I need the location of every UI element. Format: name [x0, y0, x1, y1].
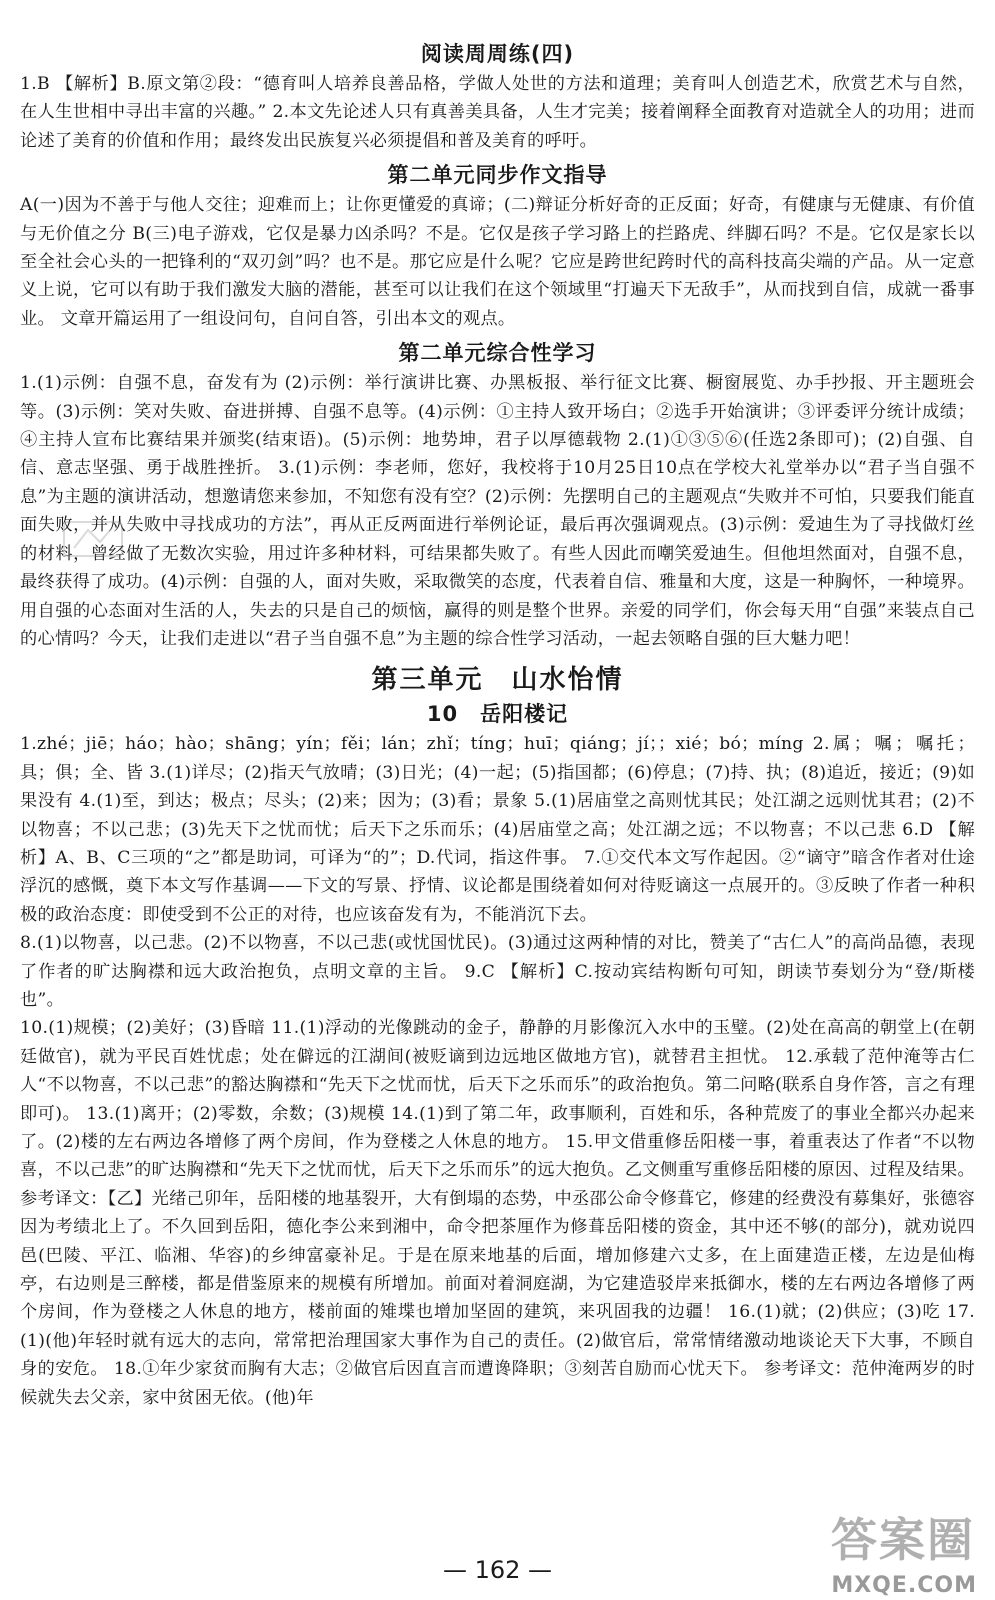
- unit-paragraph: 8.(1)以物喜，以己悲。(2)不以物喜，不以己悲(或忧国忧民)。(3)通过这两种情的对比，赞美了“古仁人”的高尚品德，表现了作者的旷达胸襟和远大政治抱负，点明文章的主旨。 9.C 【解析】C.按动宾结构断句可知，朗读节奏划分为“登/斯楼也”。: [20, 933, 975, 1010]
- lesson-title: 10 岳阳楼记: [426, 702, 569, 727]
- section-title-reading-weekly: 阅读周周练(四): [420, 42, 575, 66]
- unit-title: 第三单元 山水怡情: [371, 665, 624, 696]
- section-title-writing-guide: 第二单元同步作文指导: [387, 163, 608, 188]
- unit-paragraph: 1.zhé；jiē；háo；hào；shāng；yín；fěi；lán；zhǐ；tíng；huī；qiáng；jí；；xié；bó；míng 2.属；嘱；嘱托；具；俱；全、皆 3.(1)详尽；(2)指天气放晴；(3)日光；(4)一起；(5)指国都；(6)停息；(7)持、执；(8)追近，接近；(9)如果没有 4.(1)至，到达；极点；尽头；(2)来；因为；(3)看；景象 5.(1)居庙堂之高则忧其民；处江湖之远则忧其君；(2)不以物喜；不以己悲；(3)先天下之忧而忧；后天下之乐而乐；(4)居庙堂之高；处江湖之远；不以物喜；不以己悲 6.D 【解析】A、B、C三项的“之”都是助词，可译为“的”；D.代词，指这件事。 7.①交代本文写作起因。②“谪守”暗含作者对仕途浮沉的感慨，奠下本文写作基调——下文的写景、抒情、议论都是围绕着如何对待贬谪这一点展开的。③反映了作者一种积极的政治态度：即使受到不公正的对待，也应该奋发有为，不能消沉下去。: [20, 734, 975, 925]
- faint-stamp-icon: [60, 512, 130, 564]
- unit-paragraph: 10.(1)规模；(2)美好；(3)昏暗 11.(1)浮动的光像跳动的金子，静静的月影像沉入水中的玉璧。(2)处在高高的朝堂上(在朝廷做官)，就为平民百姓忧虑；处在僻远的江湖间(被贬谪到边远地区做地方官)，就替君主担忧。 12.承载了范仲淹等古仁人“不以物喜，不以己悲”的豁达胸襟和“先天下之忧而忧，后天下之乐而乐”的政治抱负。第二问略(联系自身作答，言之有理即可)。 13.(1)离开；(2)零数，余数；(3)规模 14.(1)到了第二年，政事顺利，百姓和乐，各种荒废了的事业全都兴办起来了。(2)楼的左右两边各增修了两个房间，作为登楼之人休息的地方。 15.甲文借重修岳阳楼一事，着重表达了作者“不以物喜，不以己悲”的旷达胸襟和“先天下之忧而忧，后天下之乐而乐”的远大抱负。乙文侧重写重修岳阳楼的原因、过程及结果。 参考译文：【乙】光绪己卯年，岳阳楼的地基裂开，大有倒塌的态势，中丞邵公命令修葺它，修建的经费没有募集好，张德容因为考绩北上了。不久回到岳阳，德化李公来到湘中，命令把茶厘作为修葺岳阳楼的资金，其中还不够(的部分)，就劝说四邑(巴陵、平江、临湘、华容)的乡绅富豪补足。于是在原来地基的后面，增加修建六丈多，在上面建造正楼，左边是仙梅亭，右边则是三醉楼，都是借鉴原来的规模有所增加。前面对着洞庭湖，为它建造驳岸来抵御水，楼的左右两边各增修了两个房间，作为登楼之人休息的地方，楼前面的雉堞也增加坚固的建筑，来巩固我的边疆！ 16.(1)就；(2)供应；(3)吃 17.(1)(他)年轻时就有远大的志向，常常把治理国家大事作为自己的责任。(2)做官后，常常情绪激动地谈论天下大事，不顾自身的安危。 18.①年少家贫而胸有大志；②做官后因直言而遭谗降职；③刻苦自励而心忧天下。 参考译文：范仲淹两岁的时候就失去父亲，家中贫困无依。(他)年: [20, 1018, 975, 1408]
- page-number: — 162 —: [442, 1556, 553, 1584]
- section-paragraph: 1.(1)示例：自强不息，奋发有为 (2)示例：举行演讲比赛、办黑板报、举行征文比赛、橱窗展览、办手抄报、开主题班会等。(3)示例：笑对失败、奋进拼搏、自强不息等。(4)示例：①主持人致开场白；②选手开始演讲；③评委评分统计成绩；④主持人宣布比赛结果并颁奖(结束语)。(5)示例：地势坤，君子以厚德载物 2.(1)①③⑤⑥(任选2条即可)；(2)自强、自信、意志坚强、勇于战胜挫折。 3.(1)示例：李老师，您好，我校将于10月25日10点在学校大礼堂举办以“君子当自强不息”为主题的演讲活动，想邀请您来参加，不知您有没有空？(2)示例：先摆明自己的主题观点“失败并不可怕，只要我们能直面失败，并从失败中寻找成功的方法”，再从正反两面进行举例论证，最后再次强调观点。(3)示例：爱迪生为了寻找做灯丝的材料，曾经做了无数次实验，用过许多种材料，可结果都失败了。有些人因此而嘲笑爱迪生。但他坦然面对，自强不息，最终获得了成功。(4)示例：自强的人，面对失败，采取微笑的态度，代表着自信、雅量和大度，这是一种胸怀，一种境界。用自强的心态面对生活的人，失去的只是自己的烦恼，赢得的则是整个世界。亲爱的同学们，你会每天用“自强”来装点自己的心情吗？今天，让我们走进以“君子当自强不息”为主题的综合性学习活动，一起去领略自强的巨大魅力吧！: [20, 373, 975, 649]
- answer-page: [20, 34, 975, 1412]
- watermark-logo: 答案圈: [831, 1513, 975, 1567]
- section-paragraph: A(一)因为不善于与他人交往；迎难而上；让你更懂爱的真谛；(二)辩证分析好奇的正反面；好奇，有健康与无健康、有价值与无价值之分 B(三)电子游戏，它仅是暴力凶杀吗？不是。它仅是孩子学习路上的拦路虎、绊脚石吗？不是。它仅是家长以至全社会心头的一把锋利的“双刃剑”吗？也不是。那它应是什么呢？它应是跨世纪跨时代的高科技高尖端的产品。从一定意义上说，它可以有助于我们激发大脑的潜能，甚至可以让我们在这个领域里“打遍天下无敌手”，从而找到自信，成就一番事业。 文章开篇运用了一组设问句，自问自答，引出本文的观点。: [20, 195, 975, 329]
- watermark-url: MXQE.COM: [831, 1573, 977, 1598]
- section-paragraph: 1.B 【解析】B.原文第②段：“德育叫人培养良善品格，学做人处世的方法和道理；美育叫人创造艺术，欣赏艺术与自然，在人生世相中寻出丰富的兴趣。” 2.本文先论述人只有真善美具备，人生才完美；接着阐释全面教育对造就全人的功用；进而论述了美育的价值和作用；最终发出民族复兴必须提倡和普及美育的呼吁。: [20, 74, 975, 151]
- section-title-comprehensive-study: 第二单元综合性学习: [398, 341, 597, 366]
